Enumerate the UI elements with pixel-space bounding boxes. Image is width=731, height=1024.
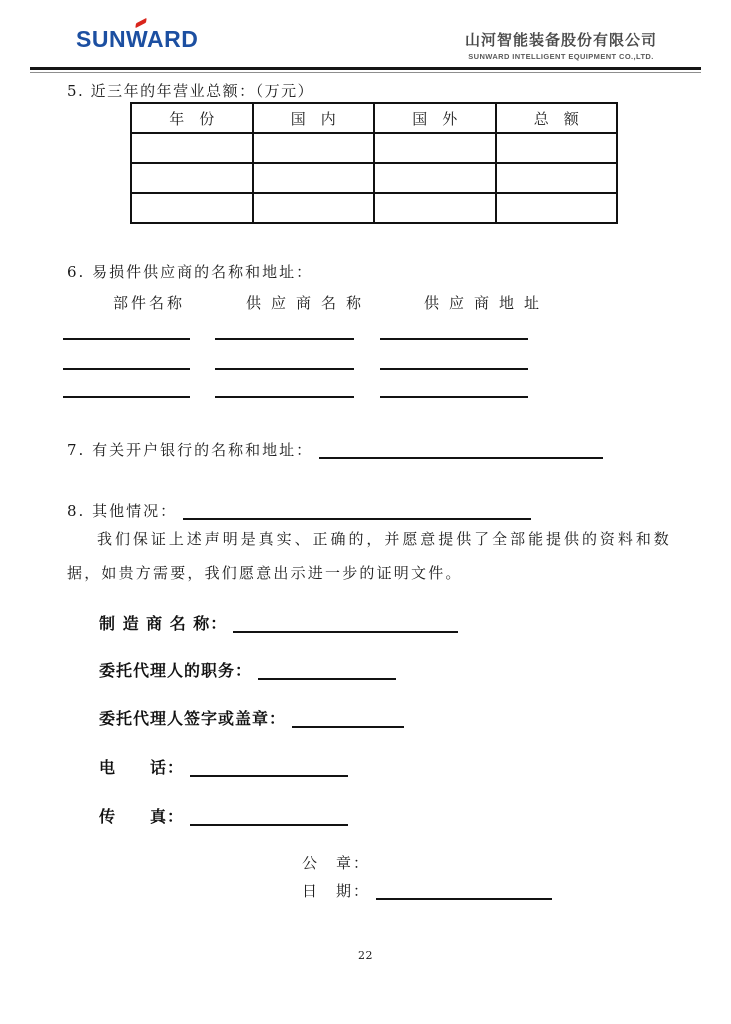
- annual-revenue-table: [130, 102, 618, 224]
- sunward-logo: [76, 26, 198, 60]
- blank-line: [319, 443, 603, 459]
- table-cell: [131, 133, 253, 163]
- blank-line: [380, 338, 528, 340]
- blank-line: [380, 368, 528, 370]
- blank-line: [233, 616, 458, 633]
- table-cell: [496, 193, 618, 223]
- company-name-block: [465, 29, 657, 61]
- manufacturer-name-label: 制 造 商 名 称：: [99, 614, 228, 633]
- column-header-part-name: 部件名称: [113, 294, 186, 312]
- table-cell: [496, 163, 618, 193]
- phone-row: [99, 755, 348, 778]
- blank-line: [380, 396, 528, 398]
- page-number: 22: [358, 949, 373, 962]
- blank-line: [258, 663, 396, 680]
- agent-title-label: 委托代理人的职务：: [99, 661, 253, 680]
- agent-signature-label: 委托代理人签字或盖章：: [99, 709, 287, 728]
- column-header-supplier-name: 供应商名称: [246, 294, 372, 312]
- table-cell: [374, 193, 496, 223]
- seal-label: 公 章：: [302, 854, 371, 872]
- section6-title: 6. 易损件供应商的名称和地址：: [67, 263, 314, 281]
- company-name-en: SUNWARD INTELLIGENT EQUIPMENT CO.,LTD.: [468, 52, 654, 61]
- table-cell: [253, 133, 375, 163]
- date-row: [302, 880, 552, 901]
- fax-label: 传 真：: [99, 807, 185, 826]
- section8-label: 8. 其他情况：: [67, 502, 178, 520]
- table-cell: [131, 193, 253, 223]
- table-row: [131, 133, 617, 163]
- col-header-total: 总 额: [496, 103, 618, 133]
- table-cell: [253, 163, 375, 193]
- blank-line: [190, 760, 348, 777]
- table-cell: [253, 193, 375, 223]
- blank-line: [190, 809, 348, 826]
- table-row: [131, 193, 617, 223]
- phone-label: 电 话：: [99, 758, 185, 777]
- blank-line: [63, 396, 190, 398]
- blank-line: [63, 338, 190, 340]
- column-header-supplier-address: 供应商地址: [424, 294, 550, 312]
- table-cell: [496, 133, 618, 163]
- section8-row: [67, 500, 531, 521]
- company-name-cn: 山河智能装备股份有限公司: [464, 31, 657, 49]
- col-header-domestic: 国 内: [253, 103, 375, 133]
- table-row: [131, 163, 617, 193]
- blank-line: [376, 884, 552, 900]
- blank-line: [215, 338, 354, 340]
- seal-row: [302, 852, 370, 873]
- table-header-row: [131, 103, 617, 133]
- agent-signature-row: [99, 706, 404, 729]
- col-header-year: 年 份: [131, 103, 253, 133]
- section7-label: 7. 有关开户银行的名称和地址：: [67, 441, 314, 459]
- header-rule: [30, 67, 701, 73]
- blank-line: [215, 368, 354, 370]
- section5-title: 5. 近三年的年营业总额：（万元）: [67, 82, 315, 100]
- date-label: 日 期：: [302, 882, 371, 900]
- blank-line: [183, 504, 531, 520]
- col-header-foreign: 国 外: [374, 103, 496, 133]
- table-cell: [131, 163, 253, 193]
- blank-line: [63, 368, 190, 370]
- manufacturer-name-row: [99, 611, 458, 634]
- section7-row: [67, 439, 603, 460]
- agent-title-row: [99, 658, 396, 681]
- blank-line: [215, 396, 354, 398]
- table-cell: [374, 163, 496, 193]
- sunward-logo-text: SUNWARD: [76, 26, 199, 52]
- declaration-paragraph: 我们保证上述声明是真实、正确的，并愿意提供了全部能提供的资料和数据，如贵方需要，我们愿意出示进一步的证明文件。: [67, 530, 671, 582]
- blank-line: [292, 711, 404, 728]
- table-cell: [374, 133, 496, 163]
- fax-row: [99, 804, 348, 827]
